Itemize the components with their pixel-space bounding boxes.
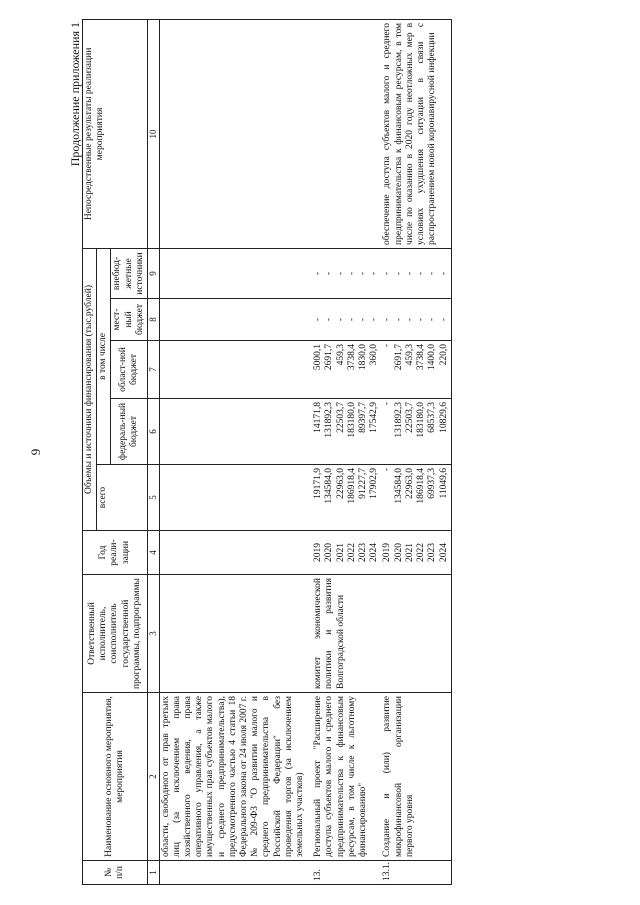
- total-value: 22963,0: [335, 468, 346, 499]
- column-number: 2: [148, 693, 160, 861]
- header-financing: Объемы и источники финансирования (тыс.рублей): [83, 248, 97, 530]
- local-value: -: [324, 317, 335, 322]
- federal-value: 14171,8: [313, 402, 324, 433]
- federal-value: 22503,7: [404, 402, 415, 433]
- offbudget-value: -: [358, 271, 369, 276]
- row-executor: [381, 575, 451, 693]
- row-name: Региональный проект "Расширение доступа субъектов малого и среднего предпринимательства к финансовым ресурсам, в том числе к льготному финансированию": [312, 693, 381, 861]
- local-value: -: [393, 317, 404, 322]
- regional-value: -: [382, 344, 393, 348]
- header-total: всего: [97, 465, 148, 531]
- federal-value: 131892,3: [324, 402, 335, 438]
- year-value: 2022: [416, 543, 427, 562]
- regional-value: 3738,4: [346, 344, 357, 371]
- total-value: 69937,3: [427, 468, 438, 499]
- offbudget-value: -: [346, 271, 357, 276]
- local-value: -: [369, 317, 380, 322]
- column-number: 6: [148, 399, 160, 465]
- column-number-row: [148, 19, 160, 884]
- regional-value: 2691,7: [324, 344, 335, 371]
- column-number: 10: [148, 19, 160, 248]
- regional-value: 1830,0: [358, 344, 369, 371]
- row-offbudget: [381, 248, 451, 298]
- row-total: [381, 465, 451, 531]
- row-local: [312, 299, 381, 341]
- local-value: -: [416, 317, 427, 322]
- header-row-1: [83, 19, 97, 884]
- total-value: 186918,4: [416, 468, 427, 504]
- header-federal: федераль-ный бюджет: [111, 399, 148, 465]
- offbudget-value: -: [427, 271, 438, 276]
- local-value: -: [313, 317, 324, 322]
- year-value: 2020: [324, 543, 335, 562]
- regional-value: 220,0: [438, 344, 449, 366]
- year-value: 2019: [313, 543, 324, 562]
- rotated-page-content: [68, 20, 628, 885]
- row-total: [312, 465, 381, 531]
- offbudget-value: -: [404, 271, 415, 276]
- offbudget-value: -: [369, 271, 380, 276]
- federal-value: 89397,7: [358, 402, 369, 433]
- regional-value: 459,3: [335, 344, 346, 366]
- offbudget-value: -: [335, 271, 346, 276]
- column-number: 4: [148, 531, 160, 575]
- local-value: -: [346, 317, 357, 322]
- local-value: -: [335, 317, 346, 322]
- total-value: 134584,0: [393, 468, 404, 504]
- row-regional: [312, 341, 381, 399]
- federal-value: 22503,7: [335, 402, 346, 433]
- regional-value: 5000,1: [313, 344, 324, 371]
- federal-value: 131892,3: [393, 402, 404, 438]
- offbudget-value: -: [324, 271, 335, 276]
- year-value: 2021: [404, 543, 415, 562]
- continuation-label: Продолжение приложения 1: [68, 22, 82, 167]
- total-value: -: [382, 468, 393, 472]
- federal-value: 17542,9: [369, 402, 380, 433]
- offbudget-value: -: [416, 271, 427, 276]
- row-result: обеспечение доступа субъектов малого и среднего предпринимательства к финансовым ресурсам, в том числе по оказанию в 2020 году неотложных мер в условиях ухудшения ситуации в связи с распространением новой коронавирусной инфекции: [381, 19, 451, 248]
- column-number: 8: [148, 299, 160, 341]
- offbudget-value: -: [438, 271, 449, 276]
- header-offbudget: внебюд-жетные источники: [111, 248, 148, 298]
- offbudget-value: -: [313, 271, 324, 276]
- federal-value: -: [382, 402, 393, 406]
- column-number: 9: [148, 248, 160, 298]
- total-value: 186918,4: [346, 468, 357, 504]
- column-number: 3: [148, 575, 160, 693]
- row-executor: комитет экономической политики и развития Волгоградской области: [312, 575, 381, 693]
- offbudget-value: -: [382, 271, 393, 276]
- federal-value: 183180,0: [346, 402, 357, 438]
- total-value: 11049,6: [438, 468, 449, 499]
- year-value: 2022: [346, 543, 357, 562]
- federal-value: 68537,3: [427, 402, 438, 433]
- local-value: -: [382, 317, 393, 322]
- total-value: 17902,9: [369, 468, 380, 499]
- header-local: мест-ный бюджет: [111, 299, 148, 341]
- offbudget-value: -: [393, 271, 404, 276]
- total-value: 91227,7: [358, 468, 369, 499]
- continuation-row: [159, 19, 312, 884]
- regional-value: 3738,4: [416, 344, 427, 371]
- row-offbudget: [312, 248, 381, 298]
- header-name: Наименование основного мероприятия, мероприятия: [83, 693, 148, 861]
- year-value: 2021: [335, 543, 346, 562]
- regional-value: 2691,7: [393, 344, 404, 371]
- regional-value: 1400,0: [427, 344, 438, 371]
- year-value: 2020: [393, 543, 404, 562]
- column-number: 7: [148, 341, 160, 399]
- header-executor: Ответственный исполнитель, соисполнитель государственной программы, подпрограммы: [83, 575, 148, 693]
- local-value: -: [358, 317, 369, 322]
- row-federal: [312, 399, 381, 465]
- year-value: 2019: [382, 543, 393, 562]
- row-regional: [381, 341, 451, 399]
- regional-value: 459,3: [404, 344, 415, 366]
- table-row: [312, 19, 381, 884]
- header-including: в том числе: [97, 248, 111, 464]
- table-row: [381, 19, 451, 884]
- year-value: 2024: [438, 543, 449, 562]
- total-value: 22963,0: [404, 468, 415, 499]
- row-years: [381, 531, 451, 575]
- header-results: Непосредственные результаты реализации мероприятия: [83, 19, 148, 248]
- row-local: [381, 299, 451, 341]
- row-name: Создание и (или) развитие микрофинансовой организации первого уровня: [381, 693, 451, 861]
- row-federal: [381, 399, 451, 465]
- year-value: 2023: [427, 543, 438, 562]
- header-num: № п/п: [83, 861, 148, 885]
- header-year: Год реали-зации: [83, 531, 148, 575]
- header-regional: област-ной бюджет: [111, 341, 148, 399]
- row-years: [312, 531, 381, 575]
- regional-value: 360,0: [369, 344, 380, 366]
- column-number: 1: [148, 861, 160, 885]
- federal-value: 10829,6: [438, 402, 449, 433]
- page-number: 9: [28, 448, 43, 456]
- row-num: 13.: [312, 861, 381, 885]
- year-value: 2023: [358, 543, 369, 562]
- total-value: 19171,9: [313, 468, 324, 499]
- column-number: 5: [148, 465, 160, 531]
- row-num: 13.1.: [381, 861, 451, 885]
- continuation-text: области, свободного от прав третьих лиц (за исключением права хозяйственного ведения, права оперативного управления, а также имущественных прав субъектов малого и среднего предпринимательства), предусмотренного частью 4 статьи 18 Федерального закона от 24 июля 2007 г. № 209-ФЗ "О развитии малого и среднего предпринимательства в Российской Федерации" без проведения торгов (за исключением земельных участков): [159, 693, 312, 861]
- row-result: [312, 19, 381, 248]
- local-value: -: [427, 317, 438, 322]
- local-value: -: [404, 317, 415, 322]
- total-value: 134584,0: [324, 468, 335, 504]
- year-value: 2024: [369, 543, 380, 562]
- financing-table: [82, 19, 452, 885]
- local-value: -: [438, 317, 449, 322]
- federal-value: 183180,0: [416, 402, 427, 438]
